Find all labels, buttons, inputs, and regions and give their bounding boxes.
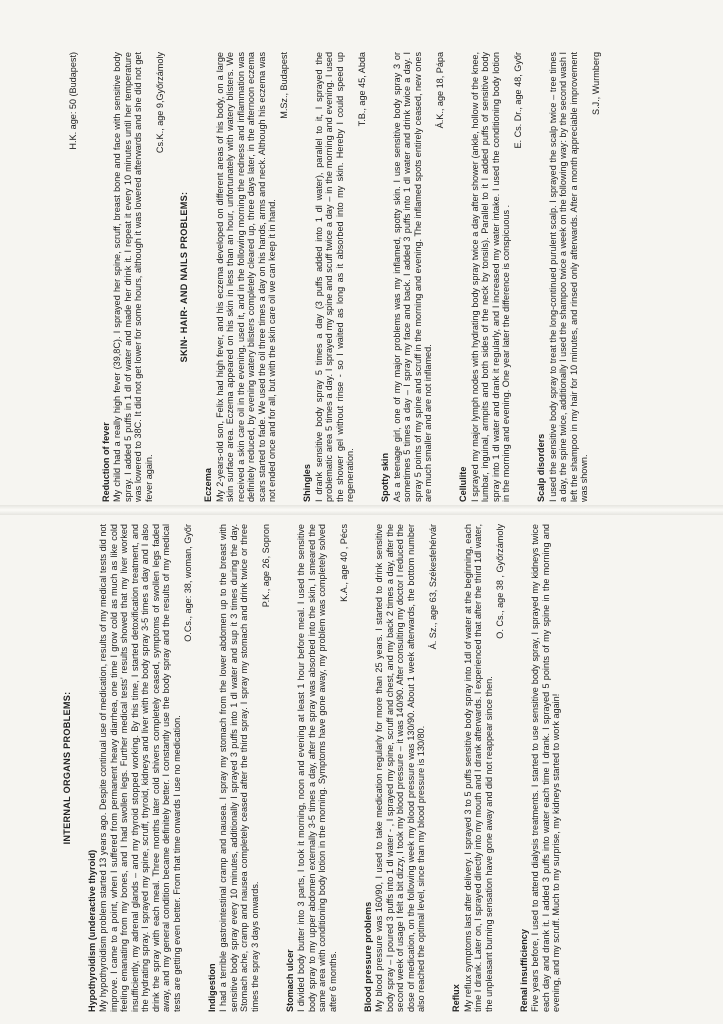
- signature: H.K. age: 50 (Budapest): [68, 52, 78, 150]
- signature: O.Cs., age: 38, woman, Győr: [183, 524, 193, 642]
- testimonial-text: My reflux symptoms last after delivery. I sprayed 3 to 5 puffs sensitive body spray into 1dl of water at the beginning, each time I drank. Later on, I sprayed directly into my mouth and I drank afterwards. I experienced that after the third 1dl water, the unpleasant burning sensation have gone away and did not reappear since then.: [462, 524, 494, 1012]
- skin-hair-nails-panel: [68, 52, 658, 502]
- signature: O. Cs., age 38 , Győrzámoly: [495, 524, 505, 639]
- testimonial-heading: Shingles: [302, 464, 312, 502]
- testimonial: [87, 524, 194, 1012]
- testimonial-text: I had a terrible gastrointestinal cramp and nausea. I spray my stomach from the lower abdomen up to the breast with sensitive body spray every 10 minutes, additionally I sprayed 3 puffs into 1 dl water and sup it 3 times during the day. Stomach ache, cramp and nausea completely ceased after the third spray. I spray my stomach and drink twice or three times the spray 3 days onwards.: [218, 524, 260, 1012]
- signature: T.B., age 45, Abda: [356, 52, 367, 127]
- section-title: SKIN- HAIR- AND NAILS PROBLEMS:: [178, 191, 189, 363]
- testimonial-heading: Renal insufficiency: [518, 929, 529, 1012]
- testimonial-heading: Indigestion: [206, 963, 217, 1012]
- testimonial-heading: Blood pressure problems: [362, 901, 373, 1012]
- signature: S.J., Wurmberg: [590, 52, 601, 115]
- testimonial-heading: Scalp disorders: [536, 433, 546, 502]
- testimonial-text: My 2-years-old son, Felix had high fever, and his eczema developed on different areas of his body, on a large skin surface area. Eczema appeared on his skin in less than an hour, unfortunately with watery blisters. We received a skin care oil in the evening, used it, and in the following morning the redness and inflammation was definitely reduced, by evening watery blisters completely cleared up, three days later, in the afternoon eczema scars started to fade. We used the oil three times a day on his hands, arms and neck. Although his eczema was not ended once and for all, but with the skin care oil we can keep it in hand.: [214, 52, 277, 502]
- signature: Á.K., age 18, Pápa: [434, 52, 445, 129]
- section-title: INTERNAL ORGANS PROBLEMS:: [62, 691, 72, 845]
- testimonial-heading: Reduction of fever: [100, 422, 111, 502]
- testimonial-text: My hypothyroidism problem started 13 years ago. Despite continual use of medication, results of my medical tests did not improve. I came to a point, when I suffered from permanent heavy diarrhea, one time I grow cold as much as like cold feeling emanating from my bones, and I had swollen legs. Further medical tests' results showed that my liver worked insufficiently, my adrenal glands – and my thyroid stopped working. By this time, I started detoxification treatment, and the hydrating spray. I sprayed my spine, scruff, thyroid, kidneys and liver with the body spray 3-5 times a day and I also drink the spray with each meal. Three months later cold shivers completely ceased, symptoms of swollen legs faded away, and my general condition became definitely better. I constantly use the body spray and the results of my medical tests are getting even better. From that time onwards I use no medication.: [98, 524, 182, 1012]
- testimonial-text: My child had a really high fever (39,8C). I sprayed her spine, scruff, breast bone and face with sensitive body spray. I added 5 puffs in 1 dl of water and made her drink it. I repeat it every 10 minutes until her temperature was lowered to 38C. It did not get lower for some hours, although it was lowered afterwards and she did not get fever again.: [112, 52, 154, 502]
- testimonial-text: Five years before, I used to attend dialysis treatments. I started to use sensitive body spray, I sprayed my kidneys twice each day and drank it. I added 3 puffs into water each time I drank. I sprayed 5 points of my spine in the morning and evening, and my scruff. Much to my surprise, my kidneys started to work again!: [530, 524, 561, 1012]
- testimonial: [458, 52, 523, 502]
- testimonial-heading: Stomach ulcer: [284, 949, 295, 1012]
- signature: M.Sz., Budapest: [278, 52, 289, 119]
- testimonial: [302, 52, 367, 502]
- testimonial: [380, 52, 445, 502]
- testimonial: [519, 524, 562, 1012]
- signature: Á. Sz., age 63, Székesfehérvár: [427, 524, 438, 650]
- signature: E. Cs. Dr., age 48, Győr: [512, 52, 523, 149]
- internal-organs-panel: [58, 524, 561, 1012]
- testimonial-heading: Eczema: [203, 468, 213, 502]
- page-fold: [0, 505, 723, 515]
- testimonial: [203, 52, 289, 502]
- testimonial-heading: Spotty skin: [380, 452, 390, 502]
- testimonial: [451, 524, 506, 1012]
- signature: P.K., age 26, Sopron: [261, 524, 271, 608]
- testimonial-text: My blood pressure was 160/90, I used to take medication regularly for more than 25 years. I started to drink sensitive body spray – I poured 3 puffs into 1 dl water - , I sprayed my spine, scruff and chest, and my back 2 times a day, after the second week of usage I felt a bit dizzy, I took my blood pressure – it was 140/90. After consulting my doctor I reduced the dose of medication, on the following week my blood pressure was 130/90. About 1 week afterwards, the bottom number also reached the optimal level, since than my blood pressure is 130/80.: [374, 524, 426, 1012]
- testimonial-text: I drank sensitive body spray 5 times a day (3 puffs added into 1 dl water), parallel to it, I sprayed the problematic area 5 times a day. I sprayed my spine and scuff twice a day – in the morning and evening. I used the shower gel without rinse - so I waited as long as it absorbed into my skin. Hereby I could speed up regeneration.: [313, 52, 355, 502]
- testimonial-text: I used the sensitive body spray to treat the long-continued purulent scalp. I sprayed the scalp twice – tree times a day, the spine twice, additionally I used the shampoo twice a week on the following way: by the second wash I left the shampoo in my hair for 10 minutes, and rinsed only afterwards. After a month appreciable improvement was shown.: [547, 52, 589, 502]
- testimonial-text: I sprayed my major lymph nodes with hydrating body spray twice a day after shower (ankle, hollow of the knee, lumbar, inguinal, armpits and both sides of the neck by tonsils). Parallel to it I added puffs of sensitive body spray into 1 dl water and drank it regularly, and I increased my water intake. I used the conditioning body lotion in the morning and evening. One year later the difference is conspicuous .: [469, 52, 511, 502]
- signature: Cs.K., age 9,Győrzámoly: [155, 52, 165, 154]
- testimonial: [536, 52, 601, 502]
- testimonial-heading: Hypothyroidism (underactive thyroid): [86, 849, 97, 1012]
- testimonial: [207, 524, 272, 1012]
- testimonial: [285, 524, 350, 1012]
- testimonial-text: As a teenage girl, one of my major problems was my inflamed, spotty skin. I use sensitive body spray 3 or sometimes 5 times a day – I spray my face and back. I added 3 puffs into 1 dl water and drink twice a day. I spray 5 points of my spine and scruff in the morning and evening. The inflamed spots entirely ceased, new ones are much smaller and are not inflamed.: [391, 52, 433, 502]
- testimonial-heading: Cellulite: [458, 466, 468, 502]
- testimonial-text: I divided body butter into 3 parts, I took it morning, noon and evening at least 1 hour before meal. I used the sensitive body spray to my upper abdomen externally 3-5 times a day, after the spray was absorbed into the skin, I smeared the same area with conditioning body lotion in the morning. Symptoms have gone away, my problem was completely solved after 6 months.: [296, 524, 338, 1012]
- signature: K.A., age 40 , Pécs: [339, 524, 349, 602]
- testimonial-heading: Reflux: [451, 984, 461, 1012]
- testimonial: [363, 524, 439, 1012]
- testimonial: [101, 52, 166, 502]
